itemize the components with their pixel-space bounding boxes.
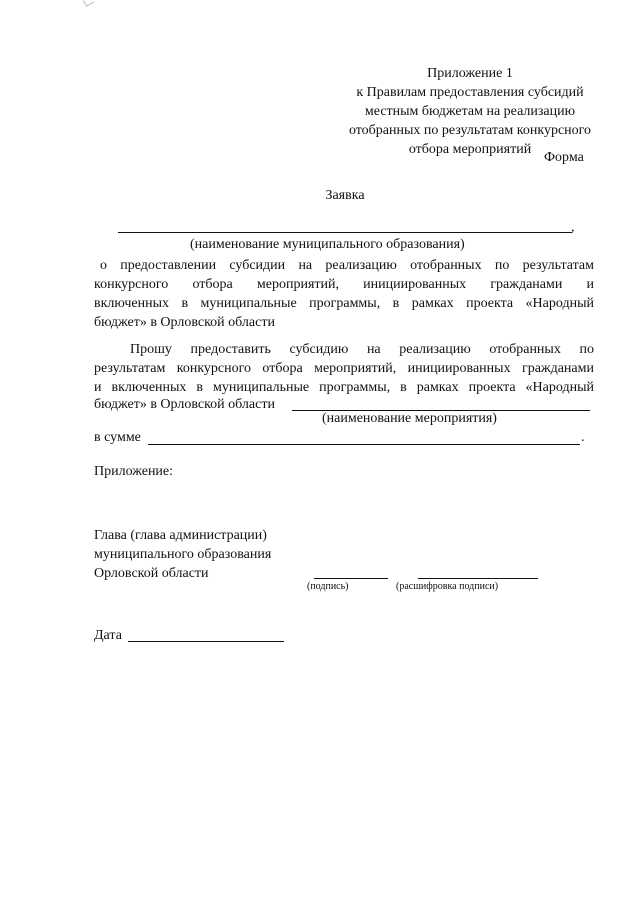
amount-label: в сумме bbox=[94, 430, 141, 445]
request-paragraph bbox=[130, 340, 594, 359]
date-field[interactable] bbox=[128, 641, 284, 642]
appendix-line: местным бюджетам на реализацию bbox=[364, 104, 576, 119]
subject-line: включенных в муниципальные программы, в рамках проекта «Народный bbox=[94, 296, 594, 311]
subject-paragraph-cont bbox=[94, 275, 594, 332]
signature-decryption-caption: (расшифровка подписи) bbox=[396, 581, 499, 592]
amount-period: . bbox=[581, 430, 585, 445]
signatory-line: Орловской области bbox=[94, 566, 209, 581]
signatory-line: Глава (глава администрации) bbox=[94, 528, 267, 543]
event-caption: (наименование мероприятия) bbox=[322, 411, 497, 426]
amount-field[interactable] bbox=[148, 444, 580, 445]
subject-line: конкурсного отбора мероприятий, инициированных гражданами и bbox=[94, 277, 594, 292]
appendix-line: отбора мероприятий bbox=[408, 142, 532, 157]
document-title: Заявка bbox=[325, 188, 365, 203]
attachments-label: Приложение: bbox=[94, 464, 174, 479]
appendix-line: отобранных по результатам конкурсного bbox=[348, 123, 592, 138]
scan-corner-mark bbox=[83, 0, 94, 7]
appendix-line: к Правилам предоставления субсидий bbox=[356, 85, 584, 100]
municipality-name-field[interactable] bbox=[118, 232, 572, 233]
signature-field[interactable] bbox=[314, 578, 388, 579]
signatory-line: муниципального образования bbox=[94, 547, 272, 562]
request-line: бюджет» в Орловской области bbox=[94, 397, 275, 412]
request-line: результатам конкурсного отбора мероприятий, инициированных гражданами bbox=[94, 361, 594, 376]
date-label: Дата bbox=[94, 628, 122, 643]
subject-line: о предоставлении субсидии на реализацию отобранных по результатам bbox=[100, 258, 594, 273]
request-paragraph-cont bbox=[94, 359, 594, 397]
request-line: и включенных в муниципальные программы, в рамках проекта «Народный bbox=[94, 380, 594, 395]
subject-paragraph bbox=[100, 256, 594, 275]
municipality-caption: (наименование муниципального образования) bbox=[190, 237, 465, 252]
appendix-header bbox=[300, 64, 640, 159]
subject-line: бюджет» в Орловской области bbox=[94, 315, 275, 330]
appendix-line: Приложение 1 bbox=[427, 66, 513, 81]
signature-decryption-field[interactable] bbox=[418, 578, 538, 579]
signature-caption: (подпись) bbox=[307, 581, 349, 592]
form-label: Форма bbox=[544, 150, 584, 165]
municipality-comma: , bbox=[571, 220, 575, 235]
request-line: Прошу предоставить субсидию на реализацию отобранных по bbox=[130, 342, 594, 357]
